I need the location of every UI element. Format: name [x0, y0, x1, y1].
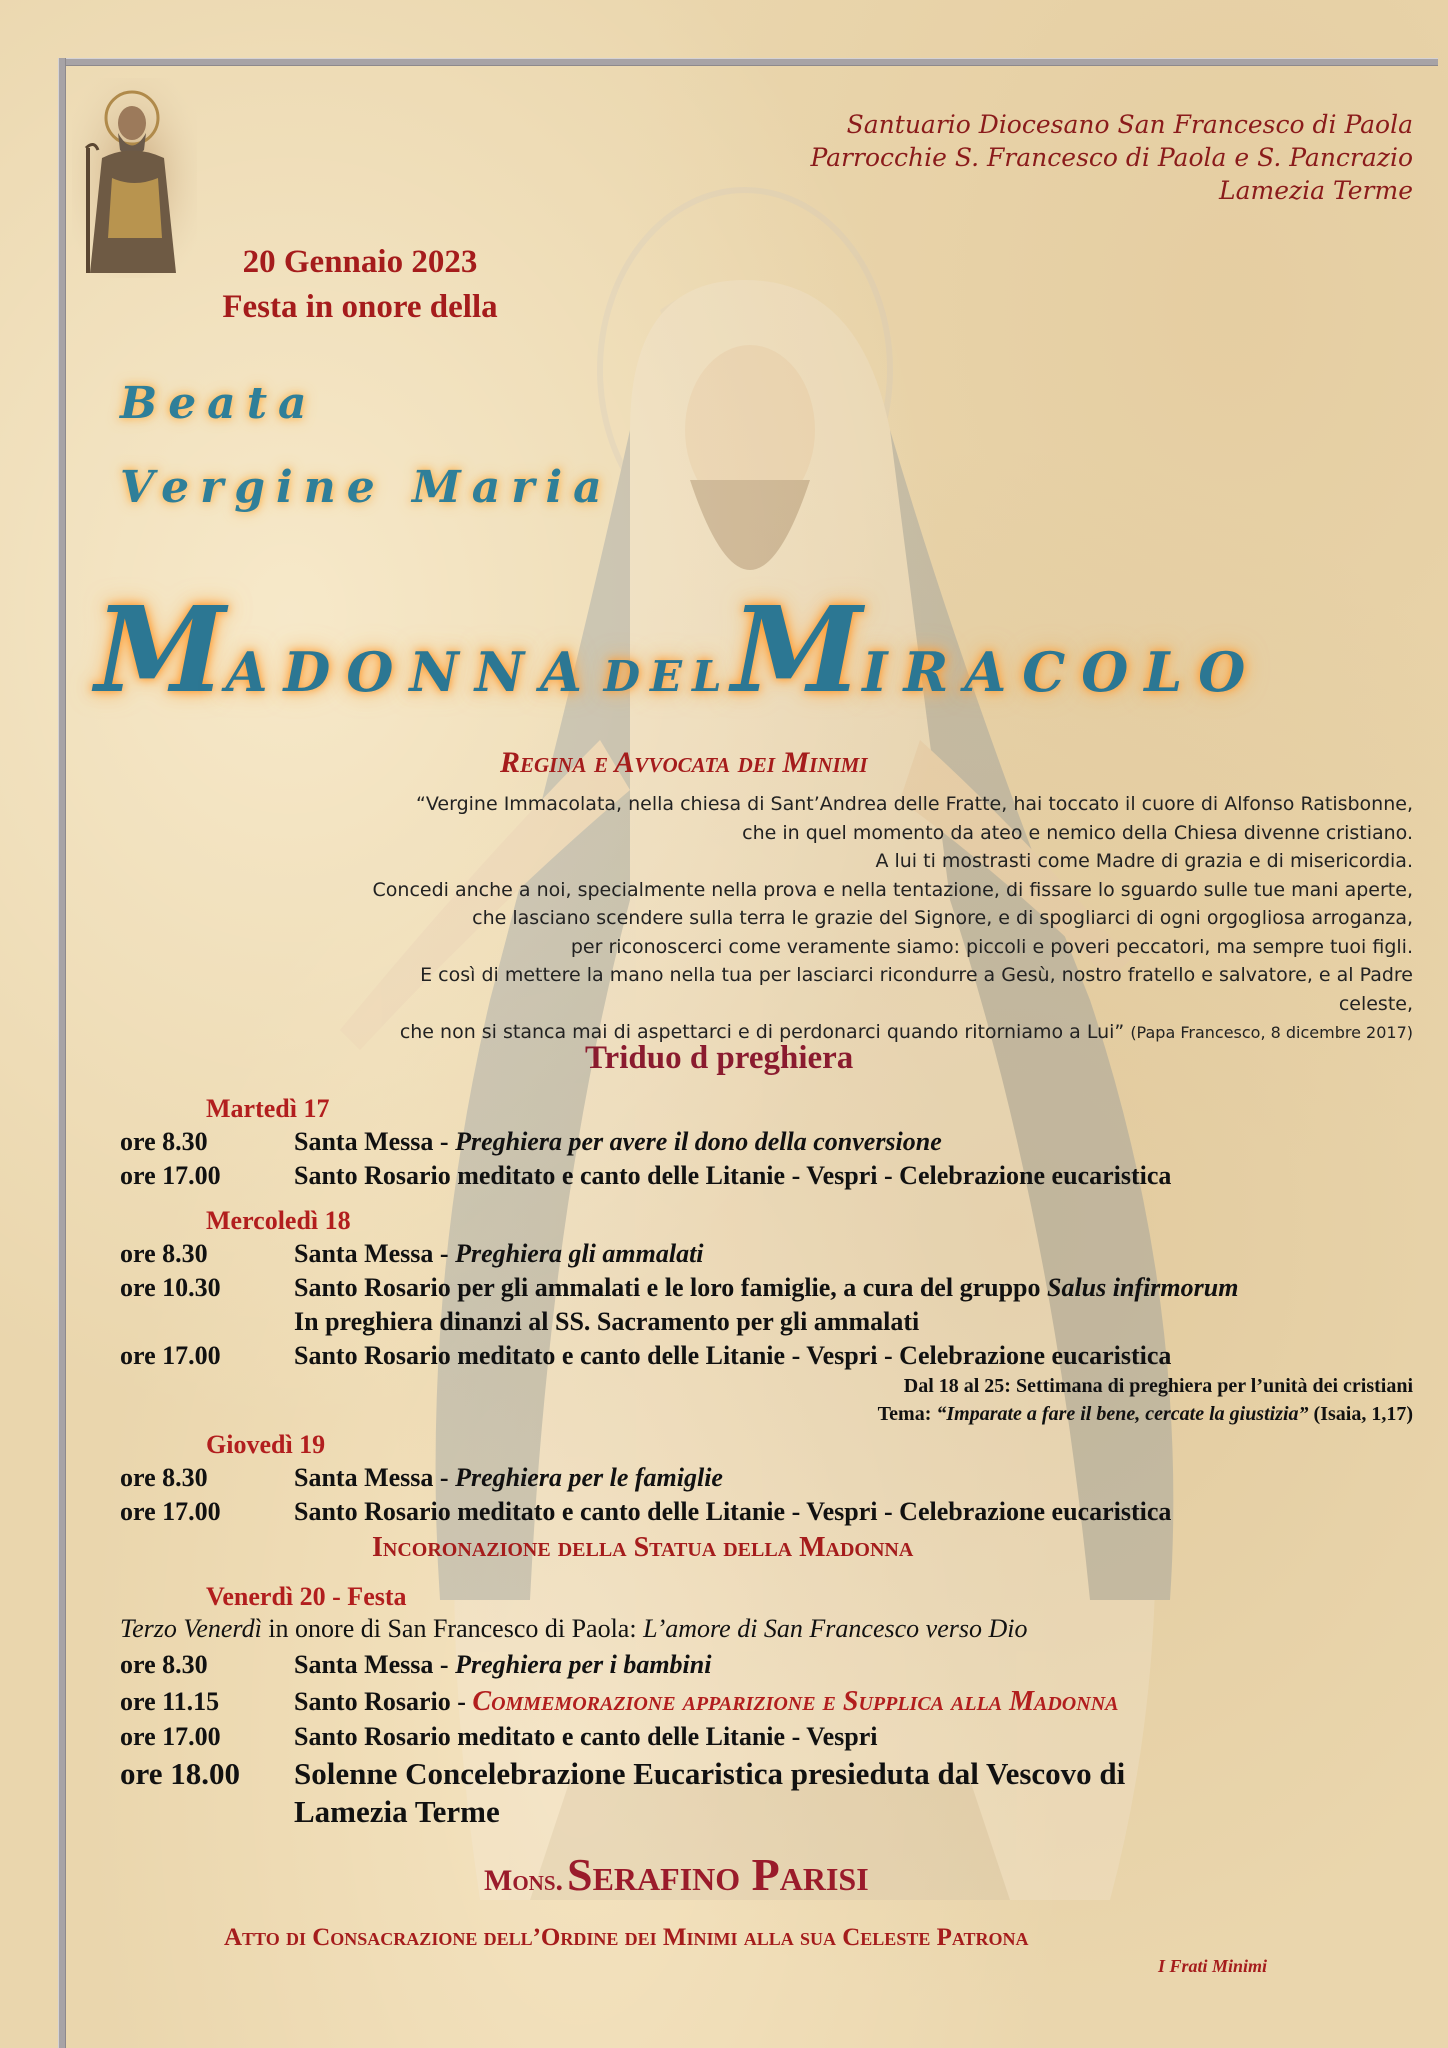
triduo-heading: Triduo d preghiera [585, 1040, 854, 1076]
schedule-activity: Solenne Concelebrazione Eucaristica presieduta dal Vescovo di [294, 1756, 1126, 1791]
schedule-row [120, 1239, 704, 1269]
schedule-activity: Lamezia Terme [294, 1794, 500, 1829]
schedule-time: ore 10.30 [120, 1273, 221, 1302]
prayer-line: che in quel momento da ateo e nemico della Chiesa divenne cristiano. [742, 821, 1413, 844]
prayer-line: “Vergine Immacolata, nella chiesa di Sant’Andrea delle Fratte, hai toccato il cuore di Alfonso Ratisbonne, [416, 793, 1413, 815]
theme-ref: (Isaia, 1,17) [1308, 1403, 1413, 1425]
main-title-cap-m1: M [95, 580, 226, 719]
schedule-time: ore 8.30 [120, 1463, 208, 1492]
schedule-row [120, 1463, 723, 1493]
schedule-row [120, 1497, 1171, 1527]
theme-label: Tema: [877, 1403, 937, 1425]
schedule-row [120, 1794, 500, 1830]
day-venerdi: Venerdì 20 - Festa [206, 1582, 407, 1611]
prayer-line: Concedi anche a noi, specialmente nella prova e nella tentazione, di fissare lo sguardo sulle tue mani aperte, [372, 878, 1413, 901]
schedule-time: ore 11.15 [120, 1687, 220, 1716]
schedule-activity: Santa Messa - [294, 1127, 456, 1156]
frame-left-border [58, 58, 66, 2048]
unity-week-note: Dal 18 al 25: Settimana di preghiera per l’unità dei cristiani [903, 1375, 1413, 1397]
signature-frati-minimi: I Frati Minimi [1158, 1956, 1268, 1976]
title-vergine-maria: Vergine Maria [120, 462, 613, 513]
atto-consacrazione: Atto di Consacrazione dell’Ordine dei Minimi alla sua Celeste Patrona [224, 1924, 1029, 1951]
schedule-row [120, 1307, 919, 1337]
schedule-activity: Santo Rosario meditato e canto delle Litanie - Vespri - Celebrazione eucaristica [294, 1341, 1172, 1370]
schedule-row [120, 1127, 942, 1157]
prayer-line: A lui ti mostrasti come Madre di grazia e di misericordia. [875, 850, 1413, 872]
schedule-activity: Santa Messa - [294, 1463, 456, 1492]
main-title [95, 580, 1425, 719]
day-giovedi: Giovedì 19 [206, 1430, 326, 1459]
schedule-activity: Santo Rosario meditato e canto delle Litanie - Vespri - Celebrazione eucaristica [294, 1497, 1172, 1526]
regina-heading: Regina e Avvocata dei Minimi [500, 746, 868, 779]
header-line-city: Lamezia Terme [1218, 176, 1413, 205]
event-date-block [150, 240, 570, 330]
terzo-venerdi-label: Terzo Venerdì [120, 1614, 262, 1643]
header-institutions [810, 108, 1413, 207]
incoronazione-heading: Incoronazione della Statua della Madonna [372, 1532, 914, 1563]
main-title-del: DEL [603, 652, 732, 701]
main-title-iracolo: IRACOLO [862, 640, 1262, 704]
terzo-venerdi-theme: L’amore di San Francesco verso Dio [643, 1614, 1028, 1643]
schedule-time: ore 17.00 [120, 1722, 221, 1751]
schedule-row [120, 1161, 1171, 1191]
day-mercoledi: Mercoledì 18 [206, 1206, 351, 1235]
schedule-row [120, 1341, 1171, 1371]
frame-top-border [58, 58, 1438, 66]
schedule-time: ore 8.30 [120, 1127, 208, 1156]
prayer-text [363, 790, 1413, 1048]
schedule-row [120, 1686, 1118, 1718]
schedule-time: ore 17.00 [120, 1497, 221, 1526]
title-beata: Beata [120, 378, 318, 429]
theme-quote: “Imparate a fare il bene, cercate la giustizia” [936, 1403, 1309, 1425]
header-line-sanctuary: Santuario Diocesano San Francesco di Paola [846, 110, 1413, 139]
bishop-fullname: Serafino Parisi [567, 1849, 869, 1900]
prayer-line: per riconoscerci come veramente siamo: piccoli e poveri peccatori, ma sempre tuoi figli. [570, 935, 1413, 958]
schedule-intention: Preghiera per i bambini [455, 1650, 712, 1679]
schedule-activity: Santo Rosario meditato e canto delle Litanie - Vespri - Celebrazione eucaristica [294, 1161, 1172, 1190]
day-martedi: Martedì 17 [206, 1094, 330, 1123]
schedule-row [120, 1650, 711, 1680]
terzo-venerdi-text: in onore di San Francesco di Paola: [261, 1614, 644, 1643]
schedule-row [120, 1756, 1125, 1792]
schedule-time: ore 8.30 [120, 1650, 208, 1679]
main-title-adonna: ADONNA [225, 640, 599, 704]
schedule-intention: Preghiera per le famiglie [455, 1463, 723, 1492]
main-title-cap-m2: M [731, 580, 863, 719]
commemorazione-text: Commemorazione apparizione e Supplica alla Madonna [472, 1686, 1119, 1717]
schedule-intention: Preghiera per avere il dono della conversione [455, 1127, 942, 1156]
schedule-activity: In preghiera dinanzi al SS. Sacramento per gli ammalati [294, 1307, 920, 1336]
prayer-line: E così di mettere la mano nella tua per lasciarci ricondurre a Gesù, nostro fratello e salvatore, e al Padre celeste, [420, 964, 1413, 1015]
schedule-activity: Santo Rosario per gli ammalati e le loro famiglie, a cura del gruppo [294, 1273, 1047, 1302]
prayer-citation: (Papa Francesco, 8 dicembre 2017) [1130, 1023, 1413, 1042]
prayer-line: che non si stanca mai di aspettarci e di perdonarci quando ritorniamo a Lui” [399, 1021, 1125, 1043]
prayer-line-last [363, 1018, 1413, 1048]
event-date: 20 Gennaio 2023 [242, 244, 478, 280]
schedule-activity: Santo Rosario - [294, 1687, 473, 1716]
bishop-name [484, 1848, 869, 1901]
prayer-line: che lasciano scendere sulla terra le grazie del Signore, e di spogliarci di ogni orgogliosa arroganza, [472, 907, 1413, 929]
header-line-parishes: Parrocchie S. Francesco di Paola e S. Pancrazio [810, 143, 1413, 172]
schedule-time: ore 17.00 [120, 1341, 221, 1370]
bishop-title: Mons. [484, 1864, 563, 1897]
schedule-activity: Santa Messa - [294, 1239, 456, 1268]
schedule-activity: Santo Rosario meditato e canto delle Litanie - Vespri [294, 1722, 878, 1751]
unity-week-theme [878, 1403, 1413, 1426]
schedule-group-name: Salus infirmorum [1046, 1273, 1239, 1302]
schedule-intention: Preghiera gli ammalati [455, 1239, 704, 1268]
schedule-time: ore 18.00 [120, 1756, 240, 1791]
schedule-time: ore 8.30 [120, 1239, 208, 1268]
event-subtitle: Festa in onore della [222, 289, 498, 325]
schedule-row [120, 1722, 878, 1752]
schedule-activity: Santa Messa - [294, 1650, 456, 1679]
schedule-row [120, 1273, 1238, 1303]
terzo-venerdi-line [120, 1614, 1027, 1644]
schedule-time: ore 17.00 [120, 1161, 221, 1190]
